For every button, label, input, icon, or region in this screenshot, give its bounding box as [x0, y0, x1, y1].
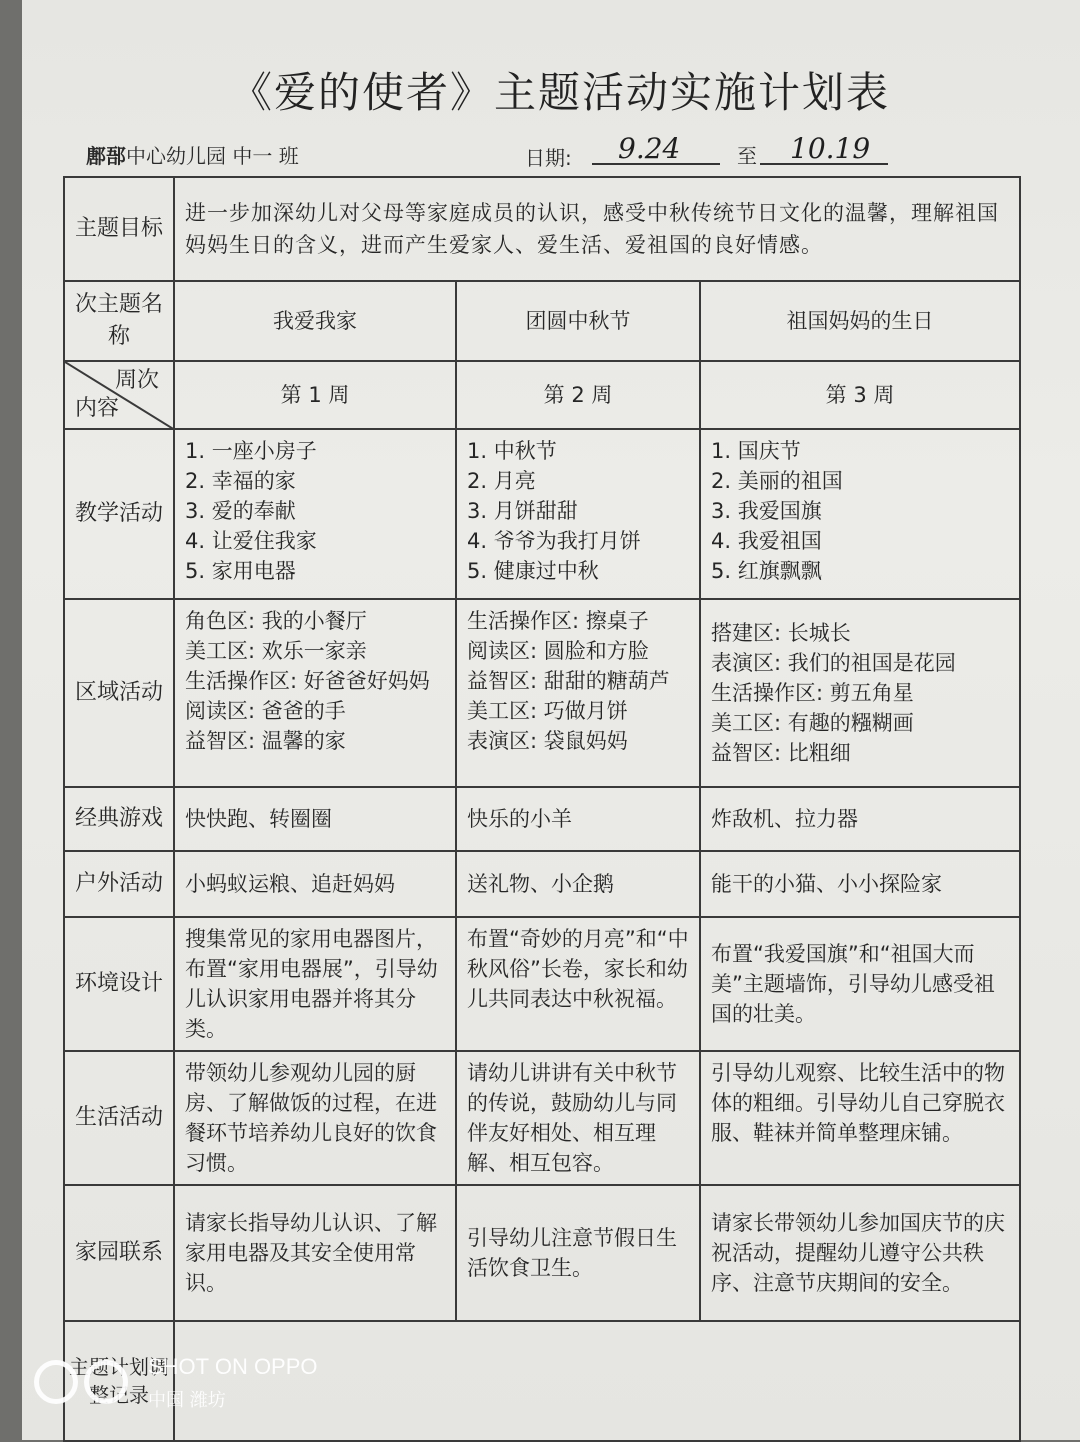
subtheme-name: 我爱我家: [174, 281, 456, 361]
list-item: 表演区: 袋鼠妈妈: [467, 729, 628, 753]
list-item: 美工区: 有趣的糨糊画: [711, 711, 914, 735]
classic-game-cell: 快乐的小羊: [456, 787, 700, 851]
list-item: 阅读区: 圆脸和方脸: [467, 639, 649, 663]
list-item: 美工区: 欢乐一家亲: [185, 639, 367, 663]
home-label: 家园联系: [64, 1185, 174, 1321]
oppo-logo-ring-icon: [34, 1360, 78, 1404]
list-item: 1. 一座小房子: [185, 439, 317, 463]
date-to: 10.19: [790, 132, 871, 165]
teaching-row: [64, 429, 1020, 599]
watermark-brand: SHOT ON OPPO: [148, 1354, 318, 1379]
outdoor-cell: 送礼物、小企鹅: [456, 851, 700, 917]
week-label: 第 1 周: [174, 361, 456, 429]
list-item: 1. 中秋节: [467, 439, 557, 463]
outdoor-cell: 小蚂蚁运粮、追赶妈妈: [174, 851, 456, 917]
goal-text: 进一步加深幼儿对父母等家庭成员的认识，感受中秋传统节日文化的温馨，理解祖国妈妈生日的含义，进而产生爱家人、爱生活、爱祖国的良好情感。: [174, 177, 1020, 281]
home-cell: 请家长带领幼儿参加国庆节的庆祝活动，提醒幼儿遵守公共秩序、注意节庆期间的安全。: [700, 1185, 1020, 1321]
home-row: [64, 1185, 1020, 1321]
school-name-handwritten: 鄌郚: [86, 144, 126, 168]
outdoor-label: 户外活动: [64, 851, 174, 917]
list-item: 3. 月饼甜甜: [467, 499, 578, 523]
date-to-label: 至: [737, 144, 757, 168]
list-item: 5. 家用电器: [185, 559, 296, 583]
life-cell: 带领幼儿参观幼儿园的厨房、了解做饭的过程，在进餐环节培养幼儿良好的饮食习惯。: [174, 1051, 456, 1185]
list-item: 2. 幸福的家: [185, 469, 296, 493]
page-title: 《爱的使者》主题活动实施计划表: [230, 68, 891, 117]
list-item: 5. 红旗飘飘: [711, 559, 822, 583]
env-row: [64, 917, 1020, 1051]
life-label: 生活活动: [64, 1051, 174, 1185]
env-cell: 搜集常见的家用电器图片，布置“家用电器展”，引导幼儿认识家用电器并将其分类。: [174, 917, 456, 1051]
teaching-col-3: [700, 429, 1020, 599]
school-class-text: 中心幼儿园 中一 班: [126, 144, 299, 168]
list-item: 生活操作区: 好爸爸好妈妈: [185, 669, 430, 693]
list-item: 3. 我爱国旗: [711, 499, 822, 523]
teaching-label: 教学活动: [64, 429, 174, 599]
teaching-col-1: [174, 429, 456, 599]
outdoor-row: [64, 851, 1020, 917]
oppo-logo-ring-icon: [84, 1360, 128, 1404]
list-item: 阅读区: 爸爸的手: [185, 699, 346, 723]
env-cell: 布置“奇妙的月亮”和“中秋风俗”长卷，家长和幼儿共同表达中秋祝福。: [456, 917, 700, 1051]
week-label: 第 2 周: [456, 361, 700, 429]
corner-bottom-label: 内容: [75, 396, 120, 421]
date-label: 日期:: [525, 146, 572, 170]
list-item: 4. 让爱住我家: [185, 529, 317, 553]
list-item: 2. 美丽的祖国: [711, 469, 843, 493]
life-cell: 请幼儿讲讲有关中秋节的传说，鼓励幼儿与同伴友好相处、相互理解、相互包容。: [456, 1051, 700, 1185]
home-cell: 引导幼儿注意节假日生活饮食卫生。: [456, 1185, 700, 1321]
list-item: 美工区: 巧做月饼: [467, 699, 628, 723]
list-item: 4. 爷爷为我打月饼: [467, 529, 641, 553]
classic-game-cell: 快快跑、转圈圈: [174, 787, 456, 851]
goal-label: 主题目标: [64, 177, 174, 281]
list-item: 益智区: 温馨的家: [185, 729, 346, 753]
list-item: 益智区: 甜甜的糖葫芦: [467, 669, 670, 693]
list-item: 搭建区: 长城长: [711, 621, 851, 645]
list-item: 3. 爱的奉献: [185, 499, 296, 523]
area-col-2: [456, 599, 700, 787]
area-col-3: [700, 599, 1020, 787]
list-item: 表演区: 我们的祖国是花园: [711, 651, 956, 675]
outdoor-cell: 能干的小猫、小小探险家: [700, 851, 1020, 917]
list-item: 生活操作区: 剪五角星: [711, 681, 914, 705]
life-cell: 引导幼儿观察、比较生活中的物体的粗细。引导幼儿自己穿脱衣服、鞋袜并简单整理床铺。: [700, 1051, 1020, 1185]
subtheme-label: 次主题名称: [64, 281, 174, 361]
list-item: 5. 健康过中秋: [467, 559, 599, 583]
plan-table: [63, 176, 1021, 1442]
school-class-line: [86, 140, 299, 169]
week-corner-cell: [64, 361, 174, 429]
env-label: 环境设计: [64, 917, 174, 1051]
env-cell: 布置“我爱国旗”和“祖国大而美”主题墙饰，引导幼儿感受祖国的壮美。: [700, 917, 1020, 1051]
watermark-location: 中国 潍坊: [148, 1390, 226, 1411]
teaching-col-2: [456, 429, 700, 599]
subtheme-name: 团圆中秋节: [456, 281, 700, 361]
list-item: 益智区: 比粗细: [711, 741, 851, 765]
week-row: [64, 361, 1020, 429]
week-label: 第 3 周: [700, 361, 1020, 429]
list-item: 生活操作区: 擦桌子: [467, 609, 649, 633]
date-from: 9.24: [618, 132, 681, 165]
camera-watermark: [34, 1352, 354, 1422]
life-row: [64, 1051, 1020, 1185]
list-item: 2. 月亮: [467, 469, 536, 493]
classic-game-row: [64, 787, 1020, 851]
subtheme-row: [64, 281, 1020, 361]
area-col-1: [174, 599, 456, 787]
list-item: 角色区: 我的小餐厅: [185, 609, 367, 633]
adjust-label: 主题计划调整记录: [64, 1321, 174, 1441]
subtheme-name: 祖国妈妈的生日: [700, 281, 1020, 361]
corner-top-label: 周次: [114, 368, 159, 393]
goal-row: [64, 177, 1020, 281]
list-item: 4. 我爱祖国: [711, 529, 822, 553]
area-row: [64, 599, 1020, 787]
home-cell: 请家长指导幼儿认识、了解家用电器及其安全使用常识。: [174, 1185, 456, 1321]
classic-game-cell: 炸敌机、拉力器: [700, 787, 1020, 851]
area-label: 区域活动: [64, 599, 174, 787]
list-item: 1. 国庆节: [711, 439, 801, 463]
classic-game-label: 经典游戏: [64, 787, 174, 851]
